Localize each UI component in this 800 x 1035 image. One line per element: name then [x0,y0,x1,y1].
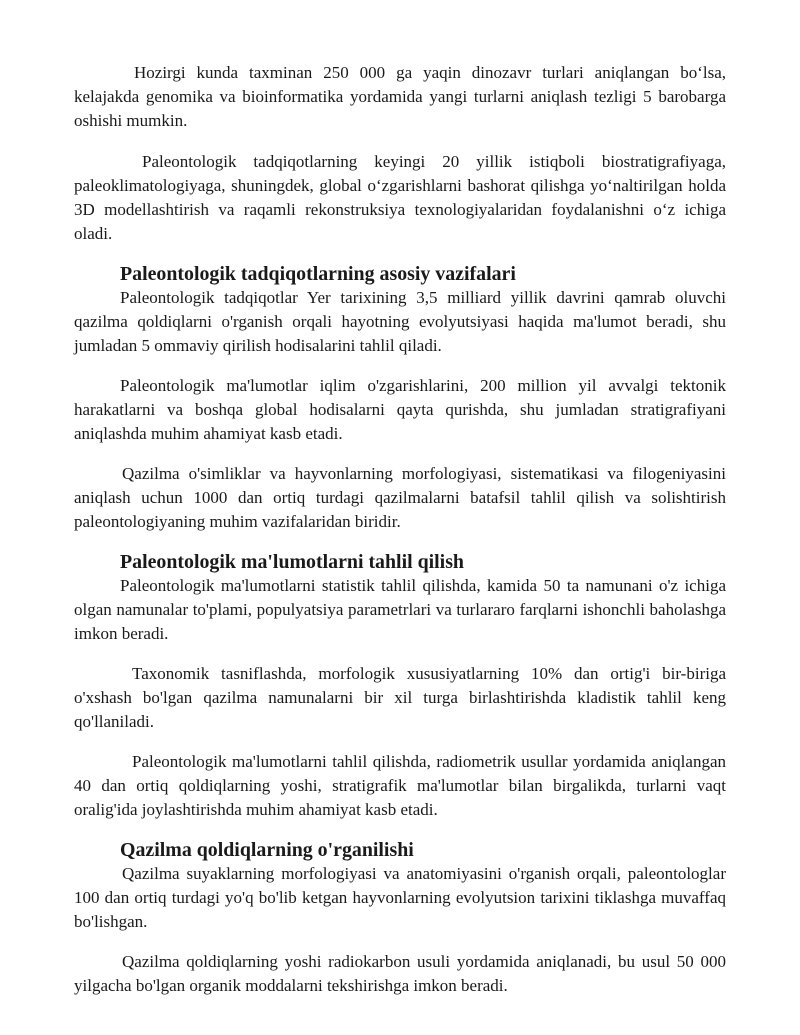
document-page [74,61,726,998]
tasks-paragraph-2: Paleontologik ma'lumotlar iqlim o'zgarishlarini, 200 million yil avvalgi tektonik harakatlarni va boshqa global hodisalarni qayta qurishda, shu jumladan stratigrafiyani aniqlashda muhim ahamiyat kasb etadi. [74,376,726,443]
section-heading-analysis: Paleontologik ma'lumotlarni tahlil qilish [120,551,464,573]
fossils-paragraph-2: Qazilma qoldiqlarning yoshi radiokarbon usuli yordamida aniqlanadi, bu usul 50 000 yilgacha bo'lgan organik moddalarni tekshirishga imkon beradi. [74,952,726,995]
analysis-paragraph-3: Paleontologik ma'lumotlarni tahlil qilishda, radiometrik usullar yordamida aniqlangan 40 dan ortiq qoldiqlarning yoshi, stratigrafik ma'lumotlar bilan birgalikda, turlarni vaqt oralig'ida joylashtirishda muhim ahamiyat kasb etadi. [74,752,726,819]
tasks-paragraph-3: Qazilma o'simliklar va hayvonlarning morfologiyasi, sistematikasi va filogeniyasini aniqlash uchun 1000 dan ortiq turdagi qazilmalarni batafsil tahlil qilish va solishtirish paleontologiyaning muhim vazifalaridan biridir. [74,464,726,531]
section-heading-fossils: Qazilma qoldiqlarning o'rganilishi [120,839,414,861]
analysis-paragraph-1: Paleontologik ma'lumotlarni statistik tahlil qilishda, kamida 50 ta namunani o'z ichiga olgan namunalar to'plami, populyatsiya parametrlari va turlararo farqlarni ishonchli baholashga imkon beradi. [74,576,726,643]
intro-paragraph-1: Hozirgi kunda taxminan 250 000 ga yaqin dinozavr turlari aniqlangan bo‘lsa, kelajakda genomika va bioinformatika yordamida yangi turlarni aniqlash tezligi 5 barobarga oshishi mumkin. [74,63,726,130]
tasks-paragraph-1: Paleontologik tadqiqotlar Yer tarixining 3,5 milliard yillik davrini qamrab oluvchi qazilma qoldiqlarni o'rganish orqali hayotning evolyutsiyasi haqida ma'lumot beradi, shu jumladan 5 ommaviy qirilish hodisalarini tahlil qiladi. [74,288,726,355]
intro-paragraph-2: Paleontologik tadqiqotlarning keyingi 20 yillik istiqboli biostratigrafiyaga, paleoklimatologiyaga, shuningdek, global o‘zgarishlarni bashorat qilishga yo‘naltirilgan holda 3D modellashtirish va raqamli rekonstruksiya texnologiyalaridan foydalanishni o‘z ichiga oladi. [74,152,726,243]
section-heading-tasks: Paleontologik tadqiqotlarning asosiy vazifalari [120,263,516,285]
analysis-paragraph-2: Taxonomik tasniflashda, morfologik xususiyatlarning 10% dan ortig'i bir-biriga o'xshash bo'lgan qazilma namunalarni bir xil turga birlashtirishda kladistik tahlil keng qo'llaniladi. [74,664,726,731]
fossils-paragraph-1: Qazilma suyaklarning morfologiyasi va anatomiyasini o'rganish orqali, paleontologlar 100 dan ortiq turdagi yo'q bo'lib ketgan hayvonlarning evolyutsion tarixini tiklashga muvaffaq bo'lishgan. [74,864,726,931]
